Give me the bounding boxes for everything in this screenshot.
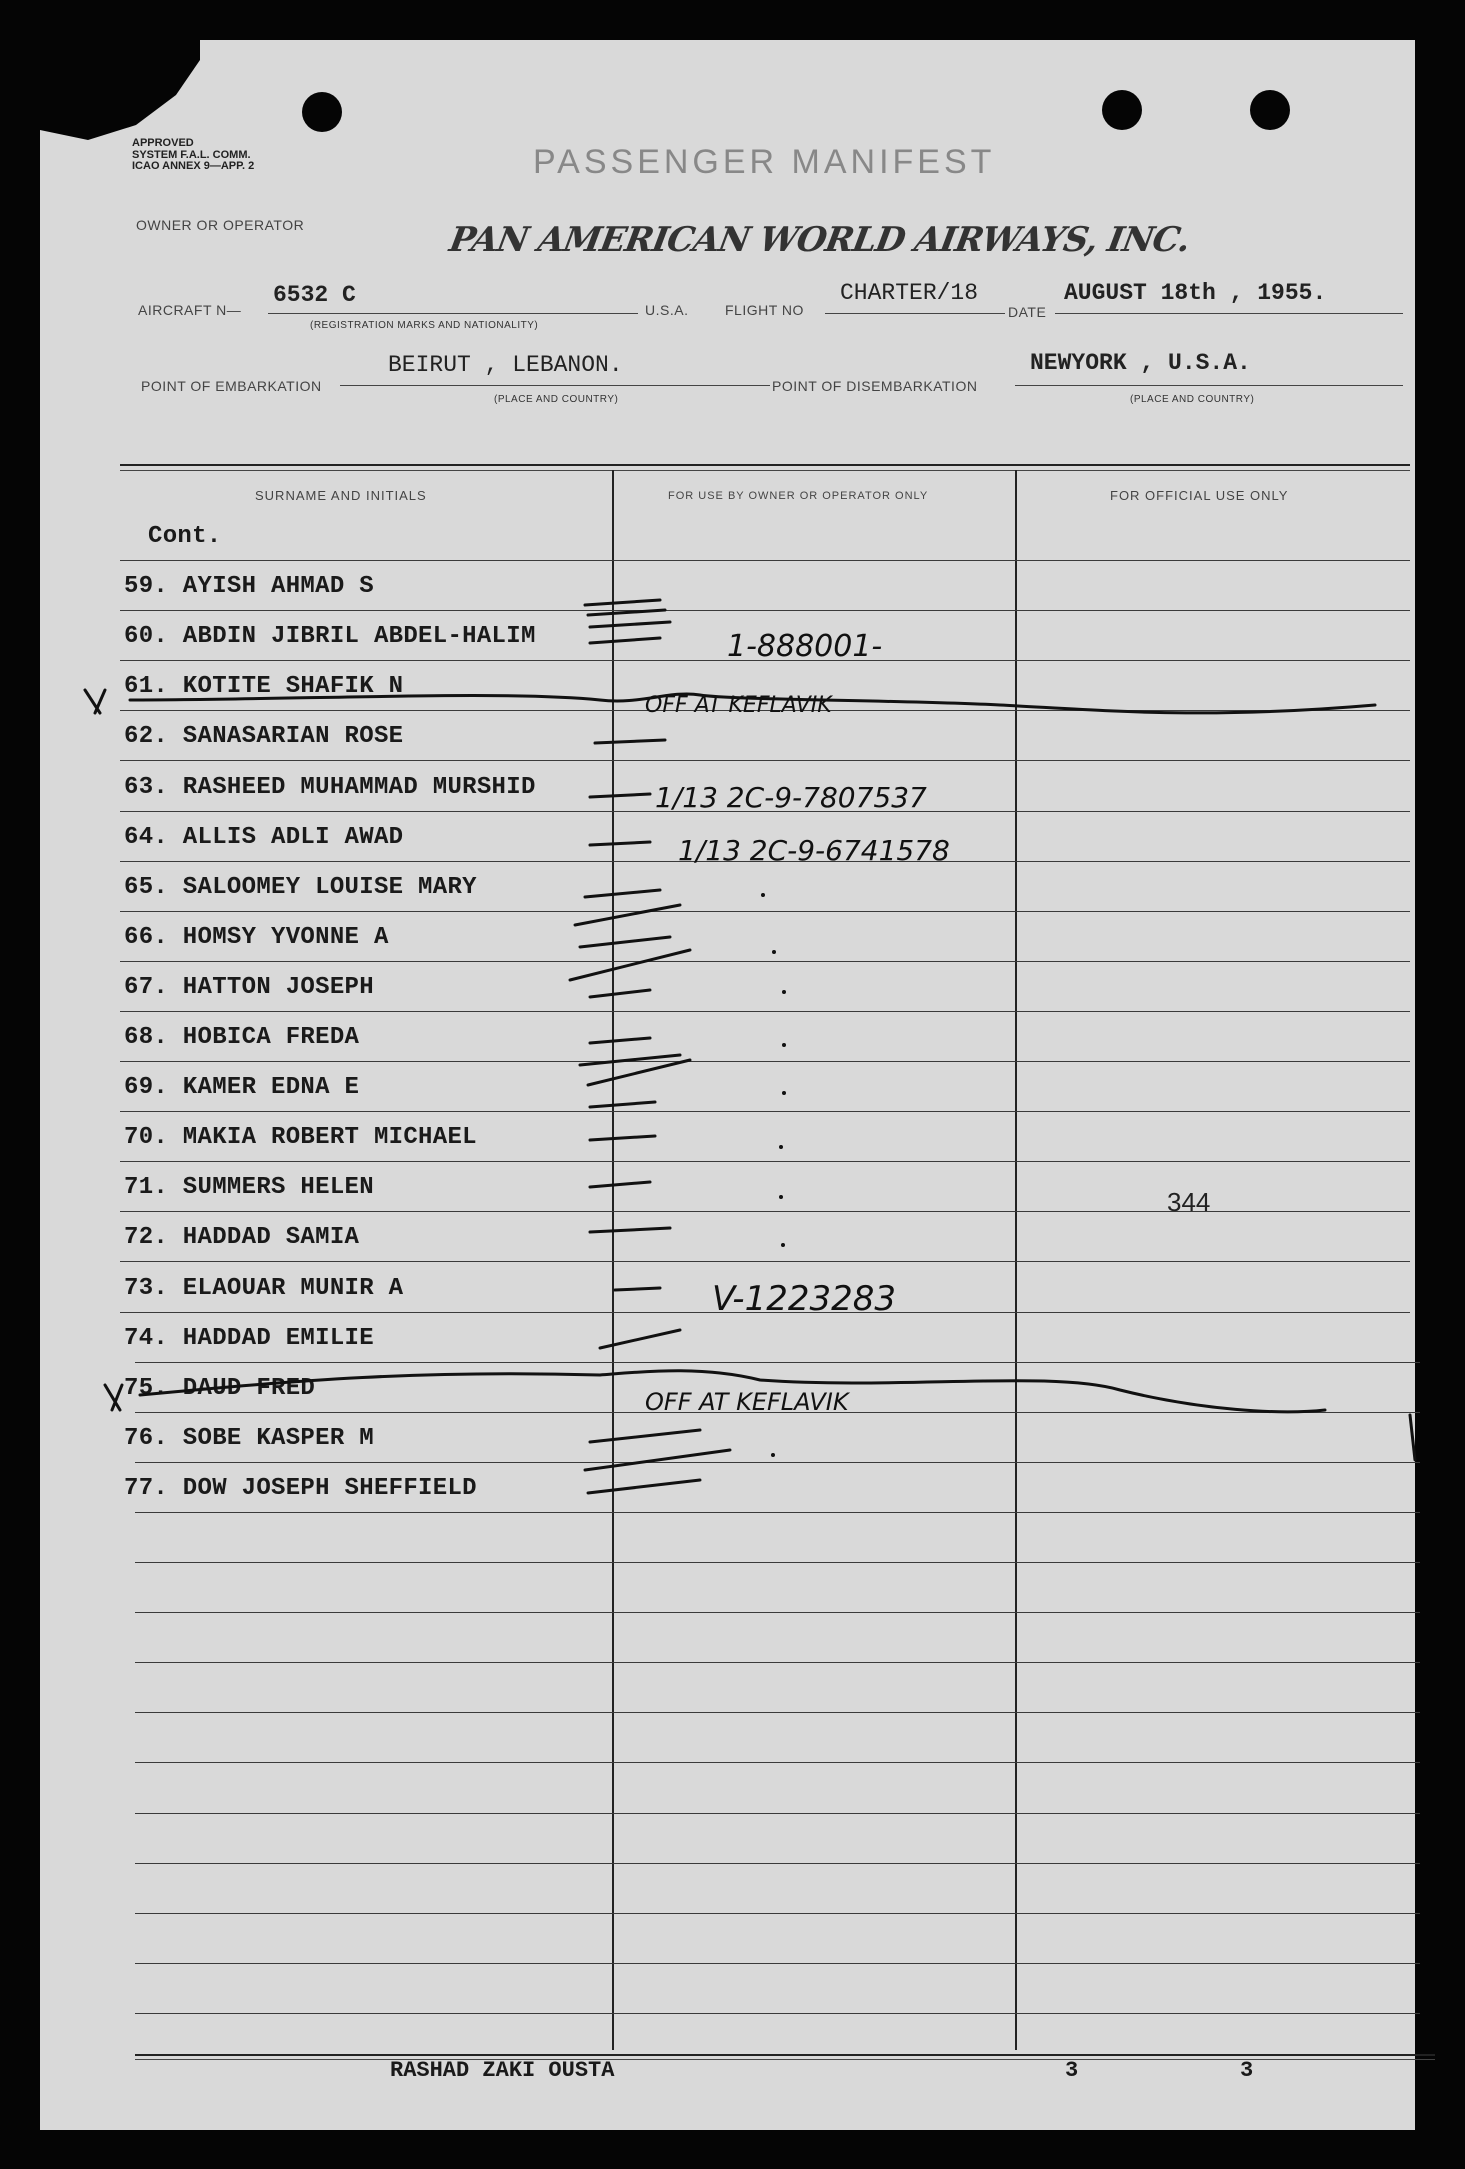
approval-line: SYSTEM F.A.L. COMM. (132, 148, 251, 161)
disembarkation-point: NEWYORK , U.S.A. (1030, 350, 1251, 376)
approval-line: ICAO ANNEX 9—APP. 2 (132, 160, 255, 173)
tick-mark (575, 890, 680, 925)
flight-label: FLIGHT NO (725, 302, 804, 318)
passenger-entry: 68. HOBICA FREDA (124, 1024, 360, 1051)
nationality: U.S.A. (645, 302, 689, 318)
handwritten-note: OFF AT KEFLAVIK (645, 693, 832, 718)
tick-mark (588, 1480, 700, 1493)
aircraft-number: 6532 C (273, 282, 356, 308)
tick-mark (590, 1228, 670, 1232)
tick-mark (570, 937, 690, 980)
passenger-entry: 63. RASHEED MUHAMMAD MURSHID (124, 773, 536, 801)
form-title: PASSENGER MANIFEST (533, 143, 996, 181)
passenger-entry: 61. KOTITE SHAFIK N (124, 673, 404, 701)
aircraft-label: AIRCRAFT N— (138, 302, 242, 318)
ink-dot (761, 893, 765, 897)
passenger-entry: 72. HADDAD SAMIA (124, 1224, 360, 1252)
passenger-entry: 67. HATTON JOSEPH (124, 973, 374, 1001)
passenger-entry: 60. ABDIN JIBRIL ABDEL-HALIM (124, 623, 536, 651)
tick-mark (585, 1430, 730, 1470)
ink-dot (779, 1195, 783, 1199)
passenger-entry: Cont. (148, 523, 222, 550)
footer-name: RASHAD ZAKI OUSTA (390, 2058, 615, 2083)
column-header-operator: FOR USE BY OWNER OR OPERATOR ONLY (668, 490, 929, 502)
place-caption: (PLACE AND COUNTRY) (494, 394, 619, 405)
footer-count: 3 (1065, 2058, 1079, 2083)
tick-mark (590, 1102, 655, 1107)
ink-dot (781, 1243, 785, 1247)
ink-dot (782, 1091, 786, 1095)
passenger-entry: 65. SALOOMEY LOUISE MARY (124, 873, 477, 901)
ink-dot (782, 1043, 786, 1047)
official-note: 344 (1167, 1187, 1211, 1217)
ink-dot (772, 950, 776, 954)
ink-dot (771, 1453, 775, 1457)
embarkation-point: BEIRUT , LEBANON. (388, 352, 623, 378)
handwritten-number: 1/13 2C-9-6741578 (678, 834, 950, 867)
ink-dot (782, 990, 786, 994)
handwritten-number: V-1223283 (712, 1279, 896, 1319)
place-caption: (PLACE AND COUNTRY) (1130, 394, 1255, 405)
tick-mark (590, 638, 660, 643)
tick-mark (615, 1288, 660, 1290)
ink-dot (779, 1145, 783, 1149)
edge-mark (1410, 1415, 1415, 1460)
tick-mark (595, 740, 665, 743)
passenger-entry: 62. SANASARIAN ROSE (124, 723, 404, 751)
operator-name: PAN AMERICAN WORLD AIRWAYS, INC. (446, 220, 1193, 260)
passenger-entry: 66. HOMSY YVONNE A (124, 923, 389, 951)
passenger-entry: 76. SOBE KASPER M (124, 1424, 374, 1452)
date-label: DATE (1008, 304, 1047, 320)
handwritten-number: 1/13 2C-9-7807537 (655, 781, 927, 814)
flight-number: CHARTER/18 (840, 280, 979, 306)
tick-mark (600, 1330, 680, 1348)
tick-mark (590, 842, 650, 845)
passenger-entry: 70. MAKIA ROBERT MICHAEL (124, 1124, 477, 1152)
handwritten-number: 1-888001- (727, 629, 883, 664)
cross-mark (105, 1385, 122, 1410)
passenger-entry: 69. KAMER EDNA E (124, 1074, 360, 1102)
tick-mark (590, 990, 650, 997)
passenger-entry: 75. DAUD FRED (124, 1374, 316, 1402)
handwritten-note: OFF AT KEFLAVIK (645, 1388, 849, 1416)
passenger-entry: 59. AYISH AHMAD S (124, 573, 374, 601)
flight-date: AUGUST 18th , 1955. (1064, 280, 1327, 306)
tick-mark (590, 794, 650, 797)
column-header-official: FOR OFFICIAL USE ONLY (1110, 488, 1289, 503)
cross-mark (85, 690, 105, 713)
approval-line: APPROVED (132, 137, 194, 149)
embarkation-label: POINT OF EMBARKATION (141, 378, 322, 394)
tick-mark (580, 1038, 690, 1085)
passenger-entry: 73. ELAOUAR MUNIR A (124, 1274, 404, 1302)
passenger-entry: 64. ALLIS ADLI AWAD (124, 823, 404, 851)
passenger-entry: 74. HADDAD EMILIE (124, 1324, 374, 1352)
column-header-surname: SURNAME AND INITIALS (255, 488, 427, 503)
tick-mark (590, 1182, 650, 1187)
passenger-entry: 77. DOW JOSEPH SHEFFIELD (124, 1474, 477, 1502)
disembarkation-label: POINT OF DISEMBARKATION (772, 378, 978, 394)
tick-mark (590, 1136, 655, 1140)
footer-count: 3 (1240, 2058, 1254, 2083)
tick-mark (585, 600, 670, 627)
passenger-entry: 71. SUMMERS HELEN (124, 1174, 374, 1202)
owner-label: OWNER OR OPERATOR (136, 217, 305, 233)
registration-caption: (REGISTRATION MARKS AND NATIONALITY) (310, 320, 539, 331)
